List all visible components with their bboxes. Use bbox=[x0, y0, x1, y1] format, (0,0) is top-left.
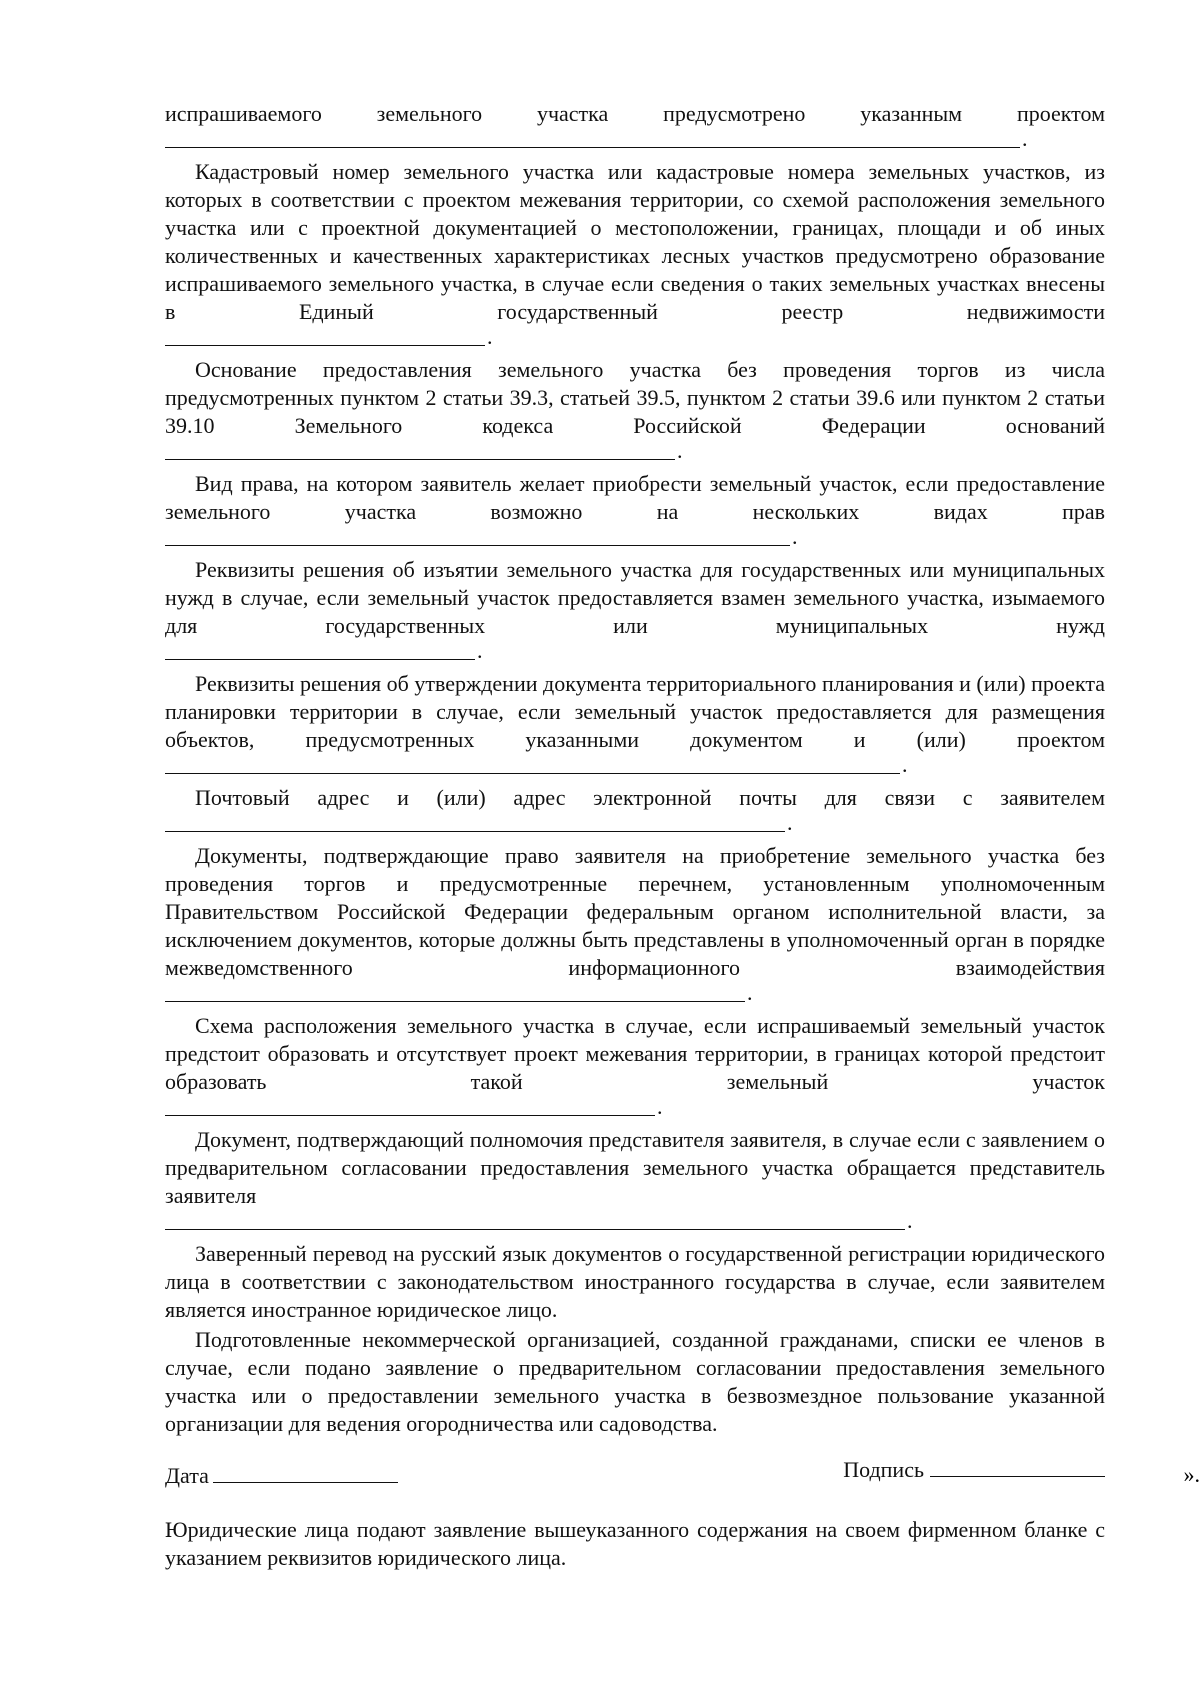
paragraph-supporting-documents: Документы, подтверждающие право заявителя на приобретение земельного участка без проведения торгов и предусмотренные перечнем, установленным уполномоченным Правительством Российской Федерации федеральным органом исполнительной власти, за исключением документов, которые должны быть представлены в уполномоченный орган в порядке межведомственного информационного взаимодействия bbox=[165, 843, 1105, 980]
paragraph-nonprofit-member-lists: Подготовленные некоммерческой организацией, созданной гражданами, списки ее членов в случае, если подано заявление о предварительном согласовании предоставления земельного участка или о предоставлении земельного участка в безвозмездное пользование указанной организации для ведения огородничества или садоводства. bbox=[165, 1327, 1105, 1436]
signature-underline[interactable] bbox=[930, 1456, 1105, 1477]
underline bbox=[165, 345, 485, 346]
fill-line-scheme bbox=[165, 1096, 1105, 1124]
period: . bbox=[677, 438, 683, 463]
paragraph-layout-scheme: Схема расположения земельного участка в случае, если испрашиваемый земельный участок предстоит образовать и отсутствует проект межевания территории, в границах которой предстоит образовать такой земельный участок bbox=[165, 1013, 1105, 1094]
underline bbox=[165, 545, 790, 546]
period: . bbox=[902, 752, 908, 777]
paragraph-cadastral-numbers: Кадастровый номер земельного участка или кадастровые номера земельных участков, из которых в соответствии с проектом межевания территории, со схемой расположения земельного участка или с проектной документацией о местоположении, границах, площади и об иных количественных и качественных характеристиках лесных участков предусмотрено образование испрашиваемого земельного участка, в случае если сведения о таких земельных участках внесены в Единый государственный реестр недвижимости bbox=[165, 159, 1105, 324]
paragraph-representative-authority: Документ, подтверждающий полномочия представителя заявителя, в случае если с заявлением о предварительном согласовании предоставления земельного участка обращается представитель заявителя bbox=[165, 1127, 1105, 1208]
underline bbox=[165, 831, 785, 832]
underline bbox=[165, 773, 900, 774]
date-field bbox=[165, 1462, 398, 1490]
fill-line-representative bbox=[165, 1210, 1105, 1238]
underline bbox=[165, 459, 675, 460]
underline bbox=[165, 147, 1020, 148]
period: . bbox=[792, 524, 798, 549]
date-underline[interactable] bbox=[213, 1462, 398, 1483]
signature-label: Подпись bbox=[843, 1457, 924, 1482]
fill-line-seizure bbox=[165, 640, 1105, 668]
fill-line-planning bbox=[165, 754, 1105, 782]
document-page bbox=[165, 100, 1105, 1572]
period: . bbox=[1022, 126, 1028, 151]
paragraph-type-of-right: Вид права, на котором заявитель желает приобрести земельный участок, если предоставление земельного участка возможно на нескольких видах прав bbox=[165, 471, 1105, 524]
period: . bbox=[657, 1094, 663, 1119]
period: . bbox=[787, 810, 793, 835]
underline bbox=[165, 1115, 655, 1116]
period: . bbox=[487, 324, 493, 349]
fill-line-documents bbox=[165, 982, 1105, 1010]
fill-line-grounds bbox=[165, 440, 1105, 468]
underline bbox=[165, 659, 475, 660]
paragraph-contact-address: Почтовый адрес и (или) адрес электронной почты для связи с заявителем bbox=[195, 785, 1105, 810]
closing-quote-mark: ». bbox=[1183, 1462, 1200, 1487]
period: . bbox=[477, 638, 483, 663]
underline bbox=[165, 1229, 905, 1230]
fill-line-cadastral bbox=[165, 326, 1105, 354]
paragraph-planning-approval: Реквизиты решения об утверждении документа территориального планирования и (или) проекта планировки территории в случае, если земельный участок предоставляется для размещения объектов, предусмотренных указанными документом и (или) проектом bbox=[165, 671, 1105, 752]
fill-line-project bbox=[165, 128, 1105, 156]
paragraph-plot-provided-by-project: испрашиваемого земельного участка предусмотрено указанным проектом bbox=[165, 101, 1105, 126]
paragraph-certified-translation: Заверенный перевод на русский язык документов о государственной регистрации юридического лица в соответствии с законодательством иностранного государства в случае, если заявителем является иностранное юридическое лицо. bbox=[165, 1241, 1105, 1322]
signature-field bbox=[843, 1456, 1105, 1484]
legal-entities-note: Юридические лица подают заявление вышеуказанного содержания на своем фирменном бланке с указанием реквизитов юридического лица. bbox=[165, 1517, 1105, 1570]
paragraph-grounds-without-tender: Основание предоставления земельного участка без проведения торгов из числа предусмотренных пунктом 2 статьи 39.3, статьей 39.5, пунктом 2 статьи 39.6 или пунктом 2 статьи 39.10 Земельного кодекса Российской Федерации оснований bbox=[165, 357, 1105, 438]
underline bbox=[165, 1001, 745, 1002]
fill-line-right-type bbox=[165, 526, 1105, 554]
period: . bbox=[907, 1208, 913, 1233]
fill-line-contact bbox=[165, 812, 1105, 840]
date-label: Дата bbox=[165, 1463, 209, 1488]
signature-row bbox=[165, 1457, 1105, 1496]
period: . bbox=[747, 980, 753, 1005]
paragraph-seizure-decision: Реквизиты решения об изъятии земельного участка для государственных или муниципальных нужд в случае, если земельный участок предоставляется взамен земельного участка, изымаемого для государственных или муниципальных нужд bbox=[165, 557, 1105, 638]
